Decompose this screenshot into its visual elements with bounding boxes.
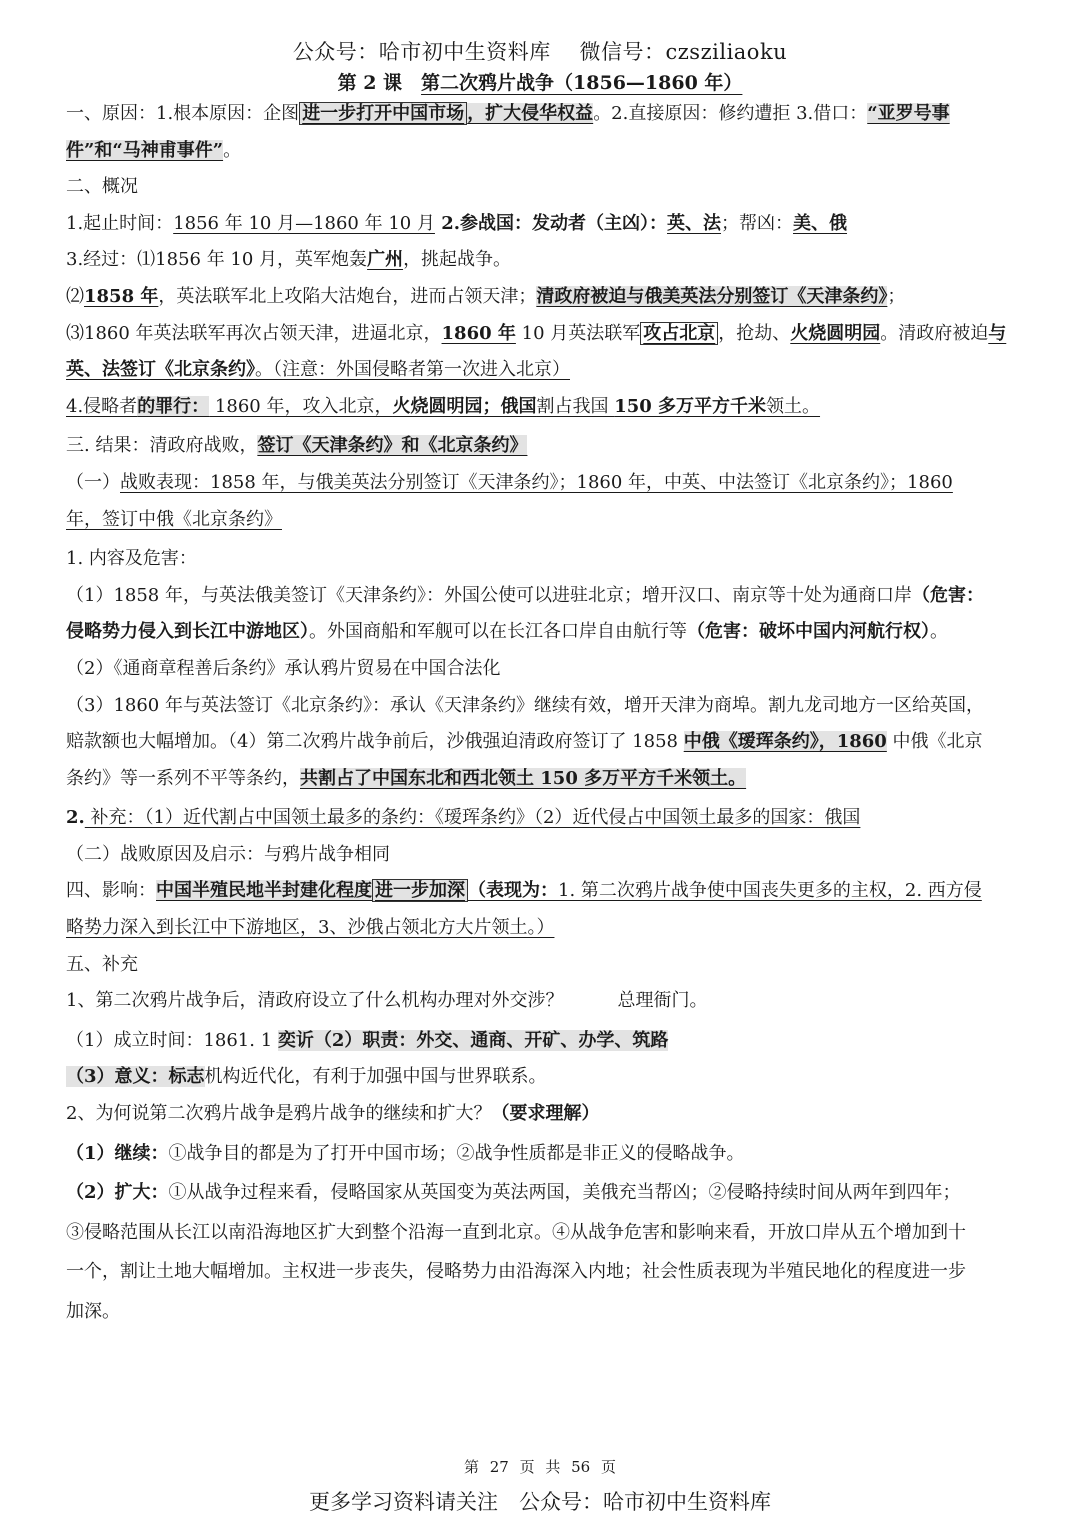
result-text: 三. 结果：清政府战败， bbox=[66, 435, 258, 457]
answer-2-line-4: 一个，割让土地大幅增加。主权进一步丧失，侵略势力由沿海深入内地；社会性质表现为半殖民地化的程度进一步 bbox=[66, 1261, 966, 1283]
reason-line: （二）战败原因及启示：与鸦片战争相同 bbox=[66, 843, 390, 865]
defeat-text-2: 年，签订中俄《北京条约》 bbox=[66, 508, 282, 530]
process-line-4 bbox=[66, 352, 1016, 389]
process-text-3b: 10 月英法联军 bbox=[515, 322, 641, 344]
impact-shown-as: （表现为： bbox=[468, 880, 558, 902]
accomplices: 美、俄 bbox=[793, 212, 848, 234]
tianjin-treaty-highlight: 清政府被迫与俄美英法分别签订《天津条约》 bbox=[536, 285, 888, 307]
beijing-text: 赔款额也大幅增加。（4）第二次鸦片战争前后，沙俄强迫清政府签订了 1858 bbox=[66, 731, 684, 753]
cause-text: 一、原因：1.根本原因：企图 bbox=[66, 103, 300, 124]
question-2-text: 2、为何说第二次鸦片战争是鸦片战争的继续和扩大？ bbox=[66, 1103, 492, 1125]
expansion-text: ①从战争过程来看，侵略国家从英国变为英法两国，美俄充当帮凶；②侵略持续时间从两年到四年； bbox=[168, 1182, 961, 1204]
guangzhou: 广州 bbox=[367, 249, 404, 271]
beijing-text-2: 中俄《北京 bbox=[886, 731, 983, 753]
impact-label: 四、影响： bbox=[66, 880, 156, 902]
trade-rules-line: （2）《通商章程善后条约》承认鸦片贸易在中国合法化 bbox=[66, 657, 501, 679]
accomplice-label: ；帮凶： bbox=[721, 212, 794, 234]
result-line bbox=[66, 428, 1016, 465]
impact-highlight: 中国半殖民地半封建化程度 bbox=[156, 880, 372, 902]
content-heading: 1. 内容及危害： bbox=[66, 548, 197, 570]
answer-1-line-1 bbox=[66, 1023, 1016, 1060]
beijing-line-2 bbox=[66, 724, 1016, 761]
cause-boxed-text: 进一步打开中国市场 bbox=[299, 102, 467, 125]
process-text: 3.经过：⑴1856 年 10 月，英军炮轰 bbox=[66, 249, 368, 271]
lesson-number: 第 2 课 bbox=[337, 72, 422, 94]
beijing-line-3 bbox=[66, 761, 1016, 798]
capture-beijing-boxed: 攻占北京 bbox=[640, 322, 718, 345]
continuation-label: （1）继续： bbox=[66, 1142, 169, 1164]
defeat-line-1 bbox=[66, 465, 1016, 502]
harm-text-2: （危害：破坏中国内河航行权） bbox=[687, 621, 930, 643]
cause-text-2: 。2.直接原因：修约遭拒 3.借口： bbox=[593, 103, 868, 124]
lesson-title bbox=[0, 68, 1080, 95]
answer-2-line-5: 加深。 bbox=[66, 1301, 120, 1322]
process-text-3d: 。清政府被迫 bbox=[880, 322, 989, 344]
crimes-line bbox=[66, 389, 1016, 426]
continuation-text: ①战争目的都是为了打开中国市场；②战争性质都是非正义的侵略战争。 bbox=[168, 1142, 745, 1164]
tianjin-end: 。 bbox=[930, 621, 948, 643]
note-first-entry: 。（注意：外国侵略者第一次进入北京） bbox=[255, 359, 570, 381]
year-1860: 1860 年 bbox=[441, 322, 516, 344]
question-1: 1、第二次鸦片战争后，清政府设立了什么机构办理对外交涉？ 总理衙门。 bbox=[66, 990, 708, 1012]
expansion-label: （2）扩大： bbox=[66, 1182, 169, 1204]
header-promo-line: 公众号：哈市初中生资料库 微信号：czsziliaoku bbox=[292, 40, 788, 64]
process-line-1 bbox=[66, 242, 1016, 279]
tianjin-text: （1）1858 年，与英法俄美签订《天津条约》：外国公使可以进驻北京；增开汉口、南京等十处为通商口岸 bbox=[66, 584, 912, 606]
supplement-num: 2. bbox=[66, 807, 85, 829]
beijing-text-3: 条约》等一系列不平等条约， bbox=[66, 767, 300, 789]
beijing-line-1: （3）1860 年与英法签订《北京条约》：承认《天津条约》继续有效，增开天津为商埠。割九龙司地方一区给英国， bbox=[66, 694, 984, 716]
aigun-treaty-highlight: 中俄《瑷珲条约》，1860 bbox=[683, 731, 887, 753]
crimes-text-2: 割占我国 bbox=[536, 395, 615, 417]
defeat-text: ：1858 年，与俄美英法分别签订《天津条约》；1860 年，中英、中法签订《北京条约》；1860 bbox=[192, 471, 953, 493]
harm-label: （危害： bbox=[911, 584, 984, 606]
pretext-highlight-2: 件”和“马神甫事件” bbox=[66, 139, 224, 161]
impact-boxed: 进一步加深 bbox=[372, 879, 468, 902]
process-text-3e: 与 bbox=[988, 322, 1007, 344]
time-range: 1856 年 10 月—1860 年 10 月 bbox=[173, 212, 435, 234]
answer-1-line-2 bbox=[66, 1059, 1016, 1096]
answer-2-line-3: ③侵略范围从长江以南沿海地区扩大到整个沿海一直到北京。④从战争危害和影响来看，开放口岸从五个增加到十 bbox=[66, 1221, 966, 1243]
process-text-end: ，挑起战争。 bbox=[403, 249, 512, 271]
crimes-text: 1860 年，攻入北京， bbox=[209, 395, 393, 417]
answer-2-line-2 bbox=[66, 1175, 1016, 1212]
cause-line-2 bbox=[66, 133, 1016, 170]
supplement-text: 补充：（1）近代割占中国领土最多的条约：《瑷珲条约》（2）近代侵占中国领土最多的国家：俄国 bbox=[84, 807, 861, 829]
crimes-bold: 火烧圆明园；俄国 bbox=[392, 395, 537, 417]
impact-text-2: 略势力深入到长江中下游地区，3、沙俄占领北方大片领土。） bbox=[66, 917, 555, 939]
impact-line-2 bbox=[66, 910, 1016, 947]
impact-text: 1. 第二次鸦片战争使中国丧失更多的主权，2. 西方侵 bbox=[558, 880, 982, 902]
year-1858: 1858 年 bbox=[84, 285, 159, 307]
beijing-treaty: 英、法签订《北京条约》 bbox=[66, 359, 255, 381]
cause-highlight: ，扩大侵华权益 bbox=[467, 103, 594, 124]
document-body bbox=[66, 96, 1016, 1331]
cause-line-1 bbox=[66, 96, 1016, 133]
significance-text: 机构近代化，有利于加强中国与世界联系。 bbox=[204, 1066, 547, 1088]
burn-yuanmingyuan: 火烧圆明园 bbox=[790, 322, 881, 344]
founded-time: （1）成立时间：1861. 1 bbox=[66, 1029, 278, 1051]
defeat-line-2 bbox=[66, 502, 1016, 539]
process-text-3c: ，抢劫、 bbox=[718, 322, 791, 344]
result-highlight: 签订《天津条约》和《北京条约》 bbox=[257, 435, 528, 457]
process-line-3 bbox=[66, 316, 1016, 353]
crimes-area: 150 多万平方千米 bbox=[614, 395, 767, 417]
process-text-2: ，英法联军北上攻陷大沽炮台，进而占领天津； bbox=[158, 285, 537, 307]
cause-end: 。 bbox=[223, 139, 242, 161]
tianjin-line-1 bbox=[66, 578, 1016, 615]
footer-promo: 更多学习资料请关注 公众号：哈市初中生资料库 bbox=[309, 1490, 771, 1514]
harm-text: 侵略势力侵入到长江中游地区） bbox=[66, 621, 309, 643]
duties-highlight: 奕䜣（2）职责：外交、通商、开矿、办学、筑路 bbox=[277, 1029, 669, 1051]
tianjin-line-2 bbox=[66, 614, 1016, 651]
defeat-label: 战败表现 bbox=[120, 471, 192, 493]
territory-highlight: 共割占了中国东北和西北领土 150 多万平方千米领土。 bbox=[300, 767, 747, 789]
page-number: 第 27 页 共 56 页 bbox=[463, 1458, 616, 1476]
impact-line-1 bbox=[66, 873, 1016, 910]
pretext-highlight: “亚罗号事 bbox=[867, 103, 950, 124]
crimes-end: 领土。 bbox=[766, 395, 821, 417]
process-text-3: ⑶1860 年英法联军再次占领天津，进逼北京， bbox=[66, 322, 442, 344]
instigators: 英、法 bbox=[667, 212, 722, 234]
supplement-line bbox=[66, 800, 1016, 837]
lesson-title-text: 第二次鸦片战争（1856—1860 年） bbox=[421, 72, 743, 94]
overview-time-line bbox=[66, 206, 1016, 243]
extra-heading: 五、补充 bbox=[66, 953, 138, 975]
answer-2-line-1 bbox=[66, 1136, 1016, 1173]
question-2 bbox=[66, 1096, 1016, 1133]
process-num: ⑵ bbox=[66, 285, 84, 307]
significance-highlight: （3）意义：标志 bbox=[66, 1066, 205, 1088]
process-end-2: ； bbox=[887, 285, 906, 307]
process-line-2 bbox=[66, 279, 1016, 316]
belligerents-label: 2.参战国：发动者（主凶）： bbox=[434, 212, 668, 234]
time-label: 1.起止时间： bbox=[66, 212, 174, 234]
crimes-label: 4.侵略者 bbox=[66, 395, 138, 417]
question-2-note: （要求理解） bbox=[491, 1103, 600, 1125]
overview-heading: 二、概况 bbox=[66, 176, 138, 198]
crimes-highlight: 的罪行： bbox=[137, 395, 210, 417]
tianjin-text-2: 。外国商船和军舰可以在长江各口岸自由航行等 bbox=[309, 621, 687, 643]
defeat-num: （一） bbox=[66, 471, 120, 493]
